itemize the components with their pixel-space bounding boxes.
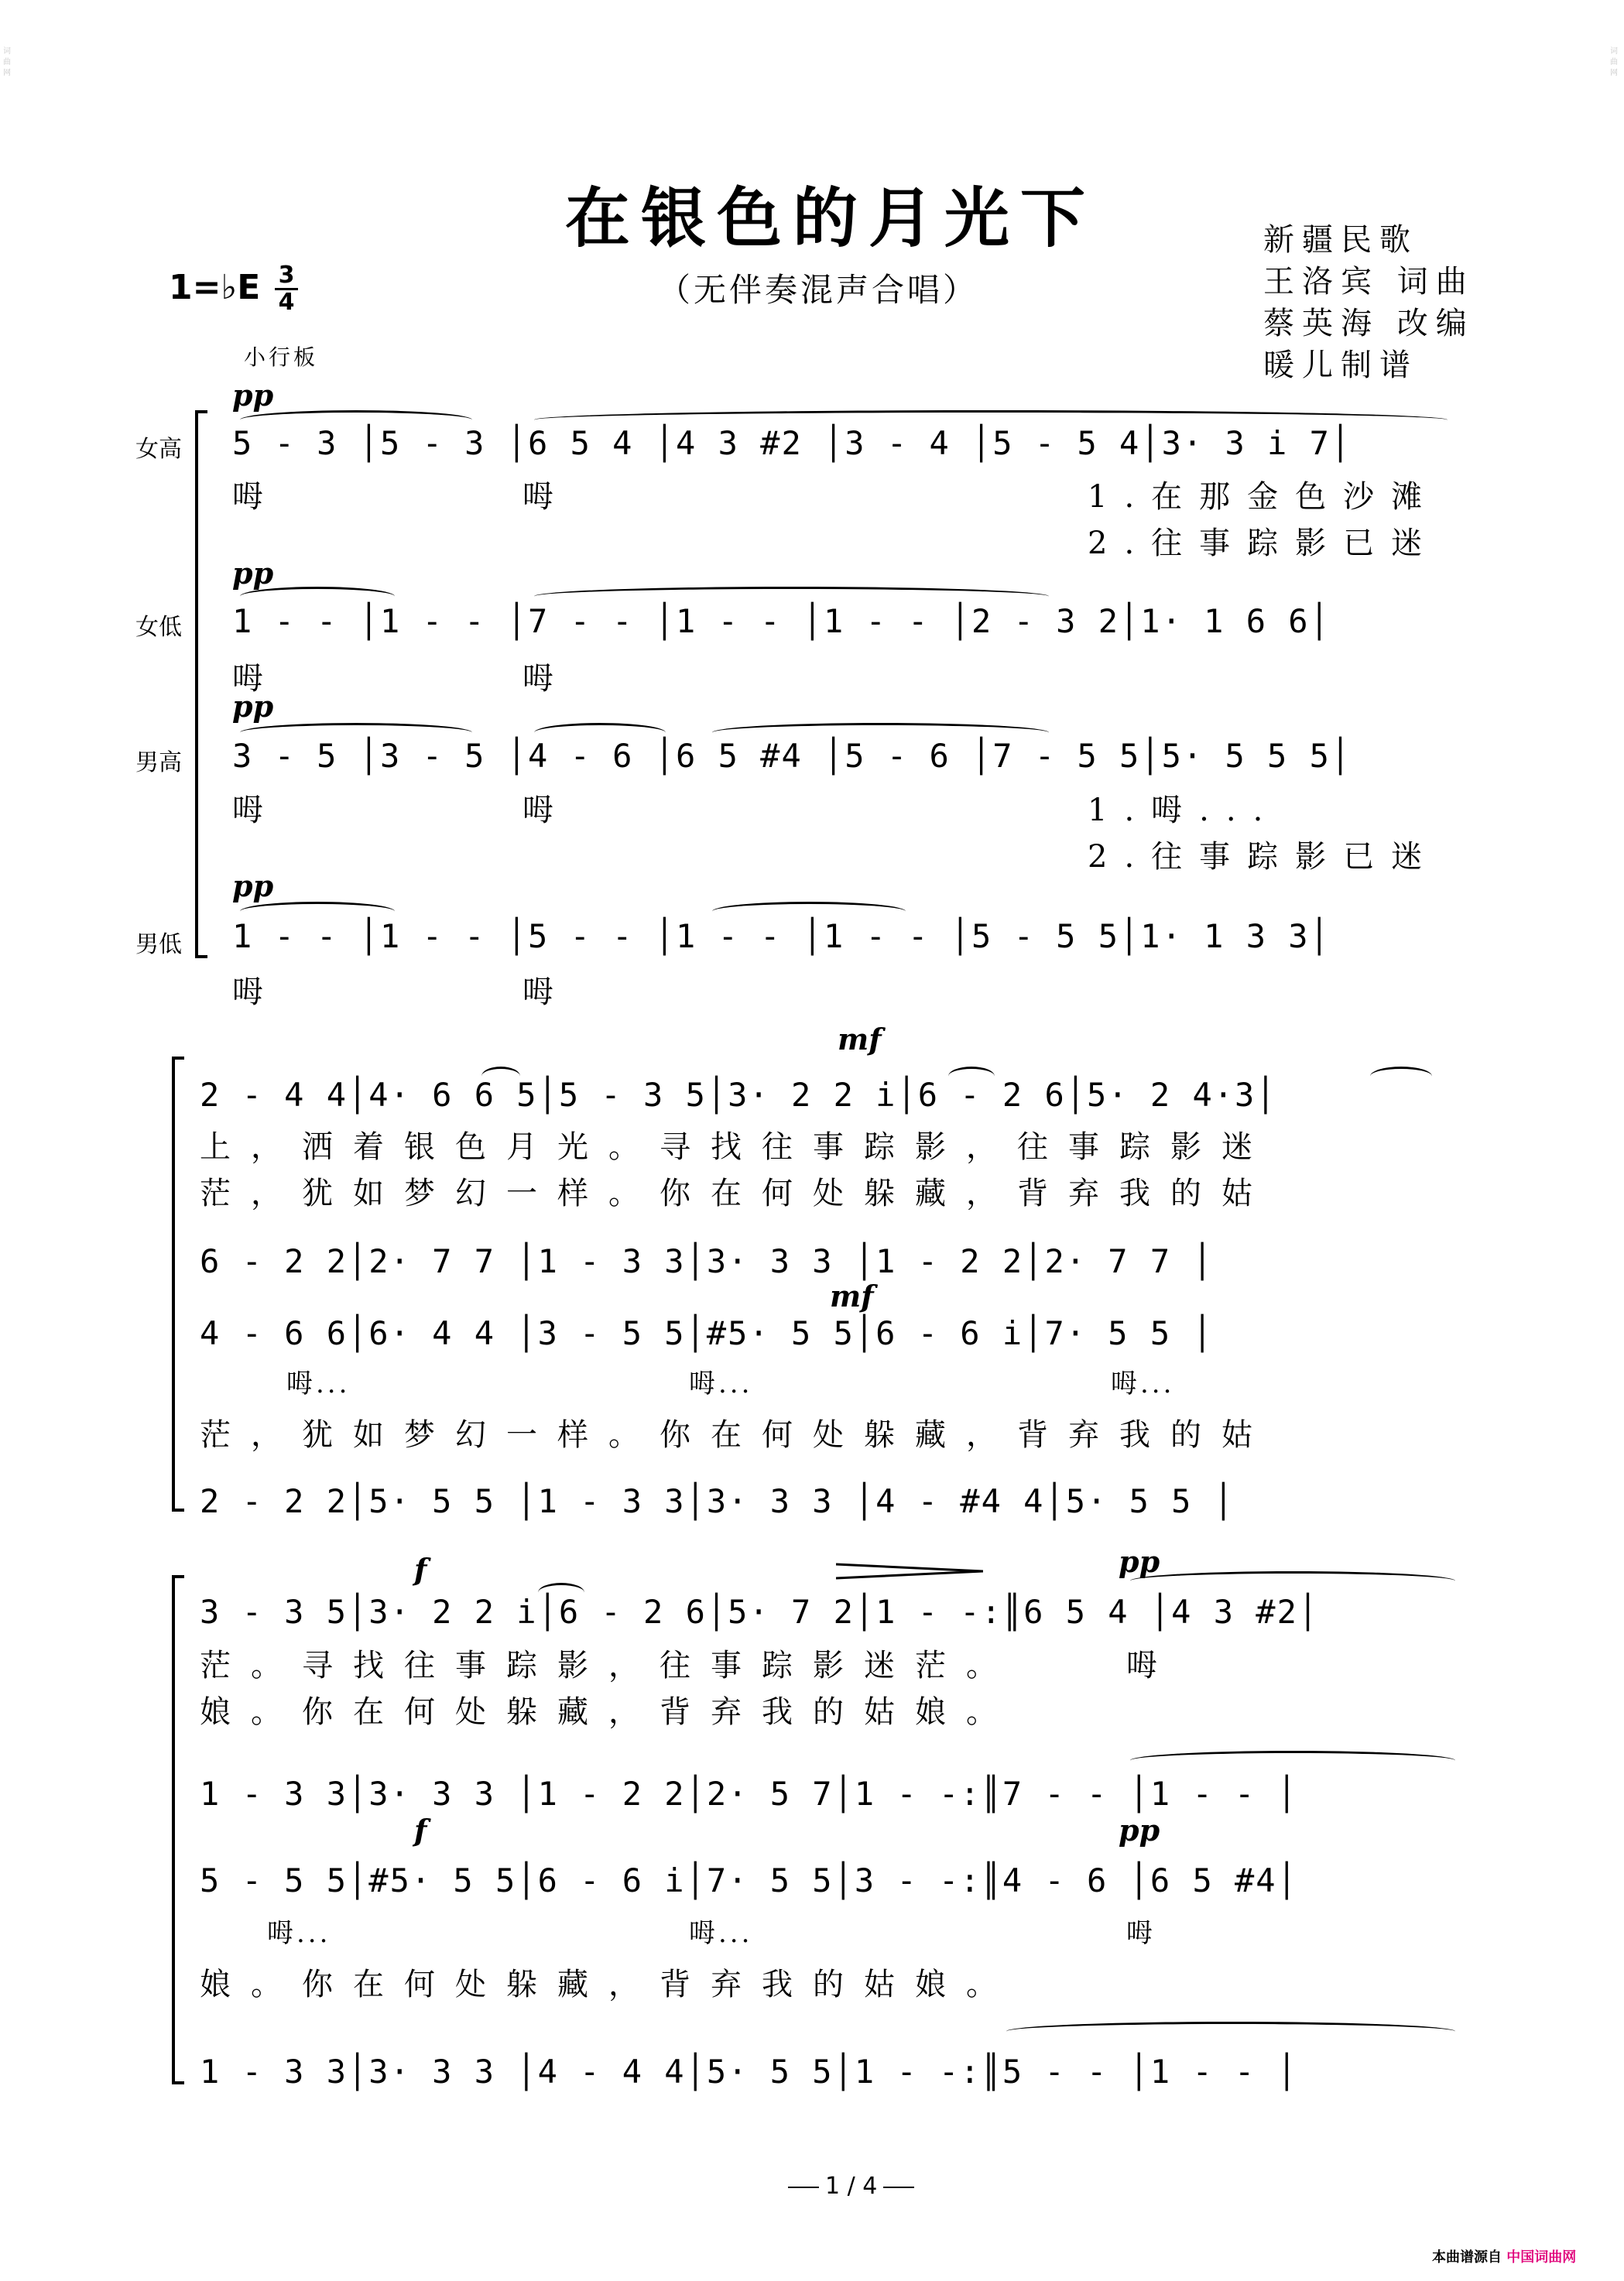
dynamic-pp-bass: pp [232,868,274,903]
right-watermark: 词曲网 [1610,47,1618,77]
decrescendo-hairpin [836,1560,983,1583]
dynamic-pp-soprano: pp [232,378,274,413]
system1-bass-mu-1: 呣 [232,974,283,1010]
system2-tenor-verse2: 茫，犹如梦幻一样。你在何处躲藏，背弃我的姑 [200,1417,1273,1453]
slur [1130,1571,1455,1591]
system3-tenor-mu-3: 呣 [1126,1918,1156,1949]
system1-soprano-mu-2: 呣 [522,479,574,515]
subtitle: （无伴奏混声合唱） [658,271,979,309]
system2-soprano-verse2: 茫，犹如梦幻一样。你在何处躲藏，背弃我的姑 [200,1176,1273,1211]
system3-tenor-notes: 5 - 5 5│#5· 5 5│6 - 6 i│7· 5 5│3 - -:║4 - 6 │6 5 #4│ [200,1861,1298,1899]
key-signature: 1=♭E [169,268,261,307]
page-title: 在银色的月光下 [565,180,1097,256]
time-top: 3 [278,262,295,289]
credit-origin: 新疆民歌 [1263,222,1418,258]
left-watermark: 词曲网 [3,47,11,77]
dynamic-pp-tenor: pp [232,689,274,724]
system1-tenor-mu-2: 呣 [522,793,574,828]
time-signature [275,263,298,315]
slur [1006,2022,1455,2041]
source-site-link[interactable]: 中国词曲网 [1506,2249,1577,2266]
system1-soprano-notes: 5 - 3 │5 - 3 │6 5 4 │4 3 #2 │3 - 4 │5 - 5 4│3· 3 i 7│ [232,424,1352,462]
time-bottom: 4 [278,289,295,316]
voice-label-soprano: 女高 [135,436,182,463]
dynamic-mf-soprano: mf [838,1022,882,1057]
page-number [782,2173,920,2200]
system2-tenor-mu-2: 呣... [689,1368,753,1399]
system3-soprano-verse2: 娘。你在何处躲藏，背弃我的姑娘。 [200,1694,1017,1730]
system1-soprano-verse1: 1.在那金色沙滩 [1088,479,1440,515]
system1-tenor-verse1: 1.呣... [1088,793,1280,828]
system3-bracket [172,1575,184,2084]
credit-transcriber: 暖儿制谱 [1263,348,1418,383]
slur [1370,1067,1432,1086]
voice-label-tenor: 男高 [135,749,182,776]
voice-label-bass: 男低 [135,931,182,958]
system3-tenor-mu-1: 呣... [267,1918,331,1949]
system2-alto-notes: 6 - 2 2│2· 7 7 │1 - 3 3│3· 3 3 │1 - 2 2│2· 7 7 │ [200,1242,1214,1280]
system1-bass-notes: 1 - - │1 - - │5 - - │1 - - │1 - - │5 - 5 5│1· 1 3 3│ [232,917,1331,955]
system1-tenor-notes: 3 - 5 │3 - 5 │4 - 6 │6 5 #4 │5 - 6 │7 - 5 5│5· 5 5 5│ [232,737,1352,775]
system3-tenor-verse2: 娘。你在何处躲藏，背弃我的姑娘。 [200,1967,1017,2002]
system3-soprano-mu: 呣 [1126,1648,1177,1683]
credit-arranger: 蔡英海 改编 [1263,306,1475,341]
system3-soprano-notes: 3 - 3 5│3· 2 2 i│6 - 2 6│5· 7 2│1 - -:║6 5 4 │4 3 #2│ [200,1593,1320,1631]
page-number-text: 1 / 4 [825,2173,878,2200]
system3-soprano-verse1: 茫。寻找往事踪影，往事踪影迷茫。 [200,1648,1017,1683]
voice-label-alto: 女低 [135,614,182,641]
dynamic-mf-tenor: mf [830,1279,874,1313]
dynamic-f-tenor: f [414,1813,427,1848]
system1-alto-notes: 1 - - │1 - - │7 - - │1 - - │1 - - │2 - 3 2│1· 1 6 6│ [232,602,1331,640]
system2-soprano-verse1: 上，洒着银色月光。寻找往事踪影，往事踪影迷 [200,1129,1273,1165]
credits [1263,219,1475,386]
system1-soprano-verse2: 2.往事踪影已迷 [1088,526,1440,561]
system1-alto-mu-2: 呣 [522,661,574,697]
system1-bass-mu-2: 呣 [522,974,574,1010]
dynamic-pp-alto: pp [232,556,274,591]
dynamic-f-soprano: f [414,1552,427,1587]
system2-tenor-mu-3: 呣... [1111,1368,1175,1399]
dynamic-pp-tenor-s3: pp [1119,1813,1160,1848]
system1-bracket [195,410,207,958]
system1-soprano-mu-1: 呣 [232,479,283,515]
source-credit [1432,2246,1576,2266]
page-rule-left [788,2187,819,2188]
system1-tenor-verse2: 2.往事踪影已迷 [1088,839,1440,875]
system2-soprano-notes: 2 - 4 4│4· 6 6 5│5 - 3 5│3· 2 2 i│6 - 2 6│5· 2 4·3│ [200,1076,1277,1114]
system3-alto-notes: 1 - 3 3│3· 3 3 │1 - 2 2│2· 5 7│1 - -:║7 - - │1 - - │ [200,1775,1298,1813]
credit-composer: 王洛宾 词曲 [1263,264,1475,300]
system3-bass-notes: 1 - 3 3│3· 3 3 │4 - 4 4│5· 5 5│1 - -:║5 - - │1 - - │ [200,2053,1298,2091]
system3-tenor-mu-2: 呣... [689,1918,753,1949]
dynamic-pp-soprano-s3: pp [1119,1544,1160,1579]
slur [1130,1751,1455,1770]
system2-tenor-notes: 4 - 6 6│6· 4 4 │3 - 5 5│#5· 5 5│6 - 6 i│7· 5 5 │ [200,1314,1214,1352]
tempo-marking: 小行板 [244,344,319,370]
system2-bracket [172,1057,184,1512]
system2-tenor-mu-1: 呣... [286,1368,351,1399]
source-label: 本曲谱源自 [1432,2249,1502,2266]
system1-alto-mu-1: 呣 [232,661,283,697]
system1-tenor-mu-1: 呣 [232,793,283,828]
page-rule-right [883,2187,914,2188]
system2-bass-notes: 2 - 2 2│5· 5 5 │1 - 3 3│3· 3 3 │4 - #4 4│5· 5 5 │ [200,1482,1235,1520]
